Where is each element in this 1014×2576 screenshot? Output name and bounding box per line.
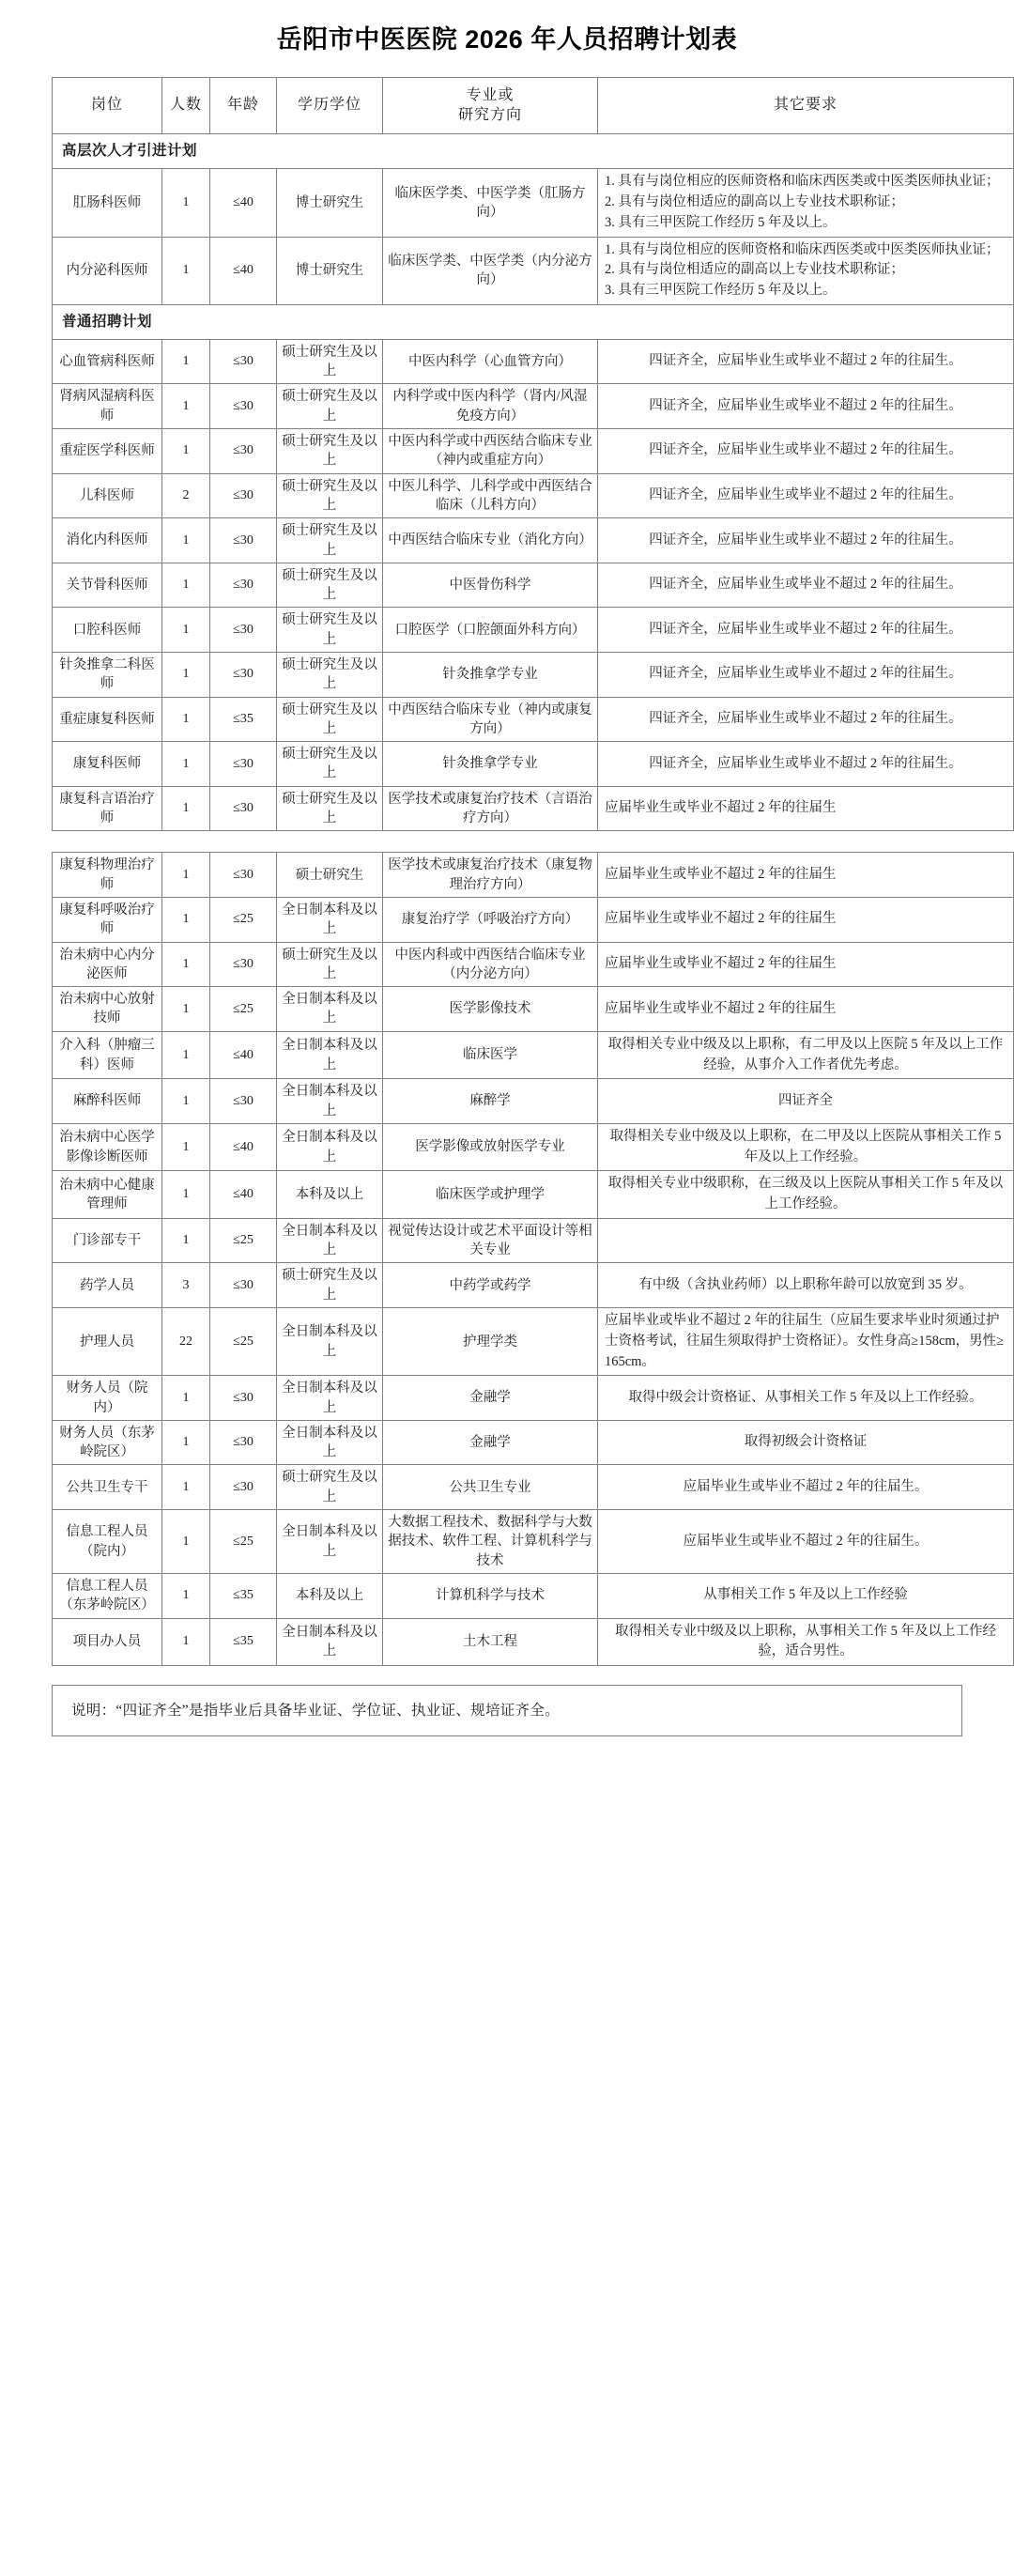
column-header-major-line2: 研究方向 (457, 106, 522, 123)
table-row (53, 697, 1014, 742)
cell-line: 3. 具有三甲医院工作经历 5 年及以上。 (605, 283, 837, 299)
cell-age: ≤30 (210, 384, 277, 429)
table-row (53, 1263, 1014, 1308)
cell-major: 内科学或中医内科学（肾内/风湿免疫方向） (383, 384, 598, 429)
cell-post: 针灸推拿二科医师 (53, 653, 162, 698)
cell-education: 硕士研究生及以上 (277, 429, 383, 474)
cell-other: 取得相关专业中级及以上职称，在二甲及以上医院从事相关工作 5 年及以上工作经验。 (598, 1123, 1014, 1171)
cell-major: 针灸推拿学专业 (383, 653, 598, 698)
cell-other: 应届毕业生或毕业不超过 2 年的往届生 (598, 987, 1014, 1032)
cell-other: 取得中级会计资格证、从事相关工作 5 年及以上工作经验。 (598, 1376, 1014, 1421)
cell-education: 全日制本科及以上 (277, 1510, 383, 1574)
cell-education: 全日制本科及以上 (277, 1123, 383, 1171)
cell-other: 应届毕业生或毕业不超过 2 年的往届生。 (598, 1465, 1014, 1510)
column-header-education: 学历学位 (277, 77, 383, 134)
cell-post: 信息工程人员（东茅岭院区） (53, 1573, 162, 1618)
cell-major: 医学技术或康复治疗技术（言语治疗方向） (383, 786, 598, 831)
cell-number: 1 (162, 1465, 210, 1510)
cell-education: 博士研究生 (277, 237, 383, 304)
cell-major: 医学技术或康复治疗技术（康复物理治疗方向） (383, 853, 598, 898)
cell-other: 四证齐全 (598, 1079, 1014, 1124)
cell-education: 硕士研究生及以上 (277, 473, 383, 518)
cell-other: 应届毕业生或毕业不超过 2 年的往届生 (598, 897, 1014, 942)
cell-major: 金融学 (383, 1420, 598, 1465)
cell-number: 1 (162, 897, 210, 942)
cell-post: 治未病中心健康管理师 (53, 1171, 162, 1219)
cell-number: 1 (162, 1573, 210, 1618)
cell-major: 临床医学 (383, 1031, 598, 1079)
cell-major: 中药学或药学 (383, 1263, 598, 1308)
cell-education: 全日制本科及以上 (277, 897, 383, 942)
cell-post: 重症医学科医师 (53, 429, 162, 474)
cell-major: 针灸推拿学专业 (383, 742, 598, 787)
cell-post: 药学人员 (53, 1263, 162, 1308)
section-header-row (53, 304, 1014, 339)
cell-education: 硕士研究生 (277, 853, 383, 898)
cell-major: 中西医结合临床专业（神内或康复方向） (383, 697, 598, 742)
cell-major: 大数据工程技术、数据科学与大数据技术、软件工程、计算机科学与技术 (383, 1510, 598, 1574)
cell-number: 1 (162, 1618, 210, 1666)
table-row (53, 1218, 1014, 1263)
table-row (53, 1618, 1014, 1666)
cell-number: 1 (162, 1420, 210, 1465)
cell-major: 医学影像技术 (383, 987, 598, 1032)
cell-education: 硕士研究生及以上 (277, 518, 383, 563)
cell-age: ≤30 (210, 518, 277, 563)
cell-post: 公共卫生专干 (53, 1465, 162, 1510)
cell-number: 1 (162, 786, 210, 831)
cell-age: ≤40 (210, 1031, 277, 1079)
cell-major: 计算机科学与技术 (383, 1573, 598, 1618)
cell-education: 本科及以上 (277, 1573, 383, 1618)
cell-age: ≤35 (210, 1618, 277, 1666)
cell-education: 全日制本科及以上 (277, 1376, 383, 1421)
cell-major: 麻醉学 (383, 1079, 598, 1124)
cell-other: 四证齐全，应届毕业生或毕业不超过 2 年的往届生。 (598, 653, 1014, 698)
cell-post: 门诊部专干 (53, 1218, 162, 1263)
cell-post: 护理人员 (53, 1308, 162, 1376)
note-box: 说明：“四证齐全”是指毕业后具备毕业证、学位证、执业证、规培证齐全。 (52, 1685, 962, 1736)
cell-post: 口腔科医师 (53, 608, 162, 653)
cell-other: 取得初级会计资格证 (598, 1420, 1014, 1465)
cell-other (598, 1218, 1014, 1263)
cell-line: 1. 具有与岗位相应的医师资格和临床西医类或中医类医师执业证； (605, 241, 1000, 257)
cell-age: ≤25 (210, 1510, 277, 1574)
cell-number: 1 (162, 518, 210, 563)
section-header-row (53, 134, 1014, 169)
cell-post: 康复科物理治疗师 (53, 853, 162, 898)
table-body (53, 134, 1014, 1666)
cell-major: 中医内科学（心血管方向） (383, 339, 598, 384)
cell-other: 应届毕业生或毕业不超过 2 年的往届生 (598, 853, 1014, 898)
cell-post: 治未病中心放射技师 (53, 987, 162, 1032)
cell-age: ≤25 (210, 897, 277, 942)
table-row (53, 853, 1014, 898)
cell-post: 康复科言语治疗师 (53, 786, 162, 831)
cell-major: 临床医学类、中医学类（内分泌方向） (383, 237, 598, 304)
cell-major: 康复治疗学（呼吸治疗方向） (383, 897, 598, 942)
cell-number: 1 (162, 237, 210, 304)
cell-age: ≤25 (210, 1308, 277, 1376)
cell-post: 儿科医师 (53, 473, 162, 518)
cell-education: 全日制本科及以上 (277, 1308, 383, 1376)
recruitment-plan-table (52, 77, 1014, 1666)
cell-age: ≤30 (210, 1079, 277, 1124)
cell-other: 四证齐全，应届毕业生或毕业不超过 2 年的往届生。 (598, 563, 1014, 608)
cell-post: 关节骨科医师 (53, 563, 162, 608)
cell-major: 护理学类 (383, 1308, 598, 1376)
cell-post: 介入科（肿瘤三科）医师 (53, 1031, 162, 1079)
cell-other: 应届毕业生或毕业不超过 2 年的往届生 (598, 786, 1014, 831)
cell-education: 全日制本科及以上 (277, 1031, 383, 1079)
cell-line: 3. 具有三甲医院工作经历 5 年及以上。 (605, 214, 837, 230)
column-header-number-label: 人数 (169, 97, 202, 114)
cell-post: 肛肠科医师 (53, 169, 162, 237)
cell-other: 取得相关专业中级及以上职称，有二甲及以上医院 5 年及以上工作经验，从事介入工作者优先考虑。 (598, 1031, 1014, 1079)
cell-other: 四证齐全，应届毕业生或毕业不超过 2 年的往届生。 (598, 473, 1014, 518)
cell-age: ≤30 (210, 429, 277, 474)
cell-age: ≤30 (210, 339, 277, 384)
table-row (53, 237, 1014, 304)
cell-major: 临床医学或护理学 (383, 1171, 598, 1219)
cell-other: 四证齐全，应届毕业生或毕业不超过 2 年的往届生。 (598, 742, 1014, 787)
cell-other (598, 237, 1014, 304)
cell-number: 1 (162, 742, 210, 787)
cell-age: ≤25 (210, 987, 277, 1032)
cell-education: 本科及以上 (277, 1171, 383, 1219)
cell-number: 1 (162, 1171, 210, 1219)
cell-number: 1 (162, 339, 210, 384)
cell-major: 口腔医学（口腔颌面外科方向） (383, 608, 598, 653)
table-row (53, 473, 1014, 518)
cell-major: 中医骨伤科学 (383, 563, 598, 608)
cell-age: ≤40 (210, 237, 277, 304)
cell-major: 金融学 (383, 1376, 598, 1421)
cell-other: 有中级（含执业药师）以上职称年龄可以放宽到 35 岁。 (598, 1263, 1014, 1308)
cell-age: ≤40 (210, 1171, 277, 1219)
cell-post: 信息工程人员（院内） (53, 1510, 162, 1574)
cell-post: 项目办人员 (53, 1618, 162, 1666)
section-header-label: 高层次人才引进计划 (53, 134, 1014, 169)
cell-age: ≤40 (210, 169, 277, 237)
cell-other: 应届毕业生或毕业不超过 2 年的往届生 (598, 942, 1014, 987)
table-row (53, 742, 1014, 787)
cell-post: 财务人员（院内） (53, 1376, 162, 1421)
page-break-gap-cell (53, 831, 1014, 853)
cell-education: 硕士研究生及以上 (277, 742, 383, 787)
cell-education: 硕士研究生及以上 (277, 697, 383, 742)
cell-major: 公共卫生专业 (383, 1465, 598, 1510)
cell-education: 硕士研究生及以上 (277, 384, 383, 429)
cell-age: ≤30 (210, 473, 277, 518)
cell-age: ≤30 (210, 742, 277, 787)
table-row (53, 1573, 1014, 1618)
cell-number: 1 (162, 563, 210, 608)
cell-post: 康复科呼吸治疗师 (53, 897, 162, 942)
cell-education: 硕士研究生及以上 (277, 653, 383, 698)
cell-line: 2. 具有与岗位相适应的副高以上专业技术职称证； (605, 194, 904, 210)
cell-major: 中医内科或中西医结合临床专业（内分泌方向） (383, 942, 598, 987)
cell-age: ≤30 (210, 653, 277, 698)
cell-other: 取得相关专业中级及以上职称，从事相关工作 5 年及以上工作经验，适合男性。 (598, 1618, 1014, 1666)
cell-education: 全日制本科及以上 (277, 1618, 383, 1666)
column-header-age: 年龄 (210, 77, 277, 134)
page-break-gap (53, 831, 1014, 853)
cell-number: 1 (162, 1079, 210, 1124)
table-header (53, 77, 1014, 134)
table-row (53, 1376, 1014, 1421)
table-row (53, 1510, 1014, 1574)
cell-age: ≤30 (210, 853, 277, 898)
table-row (53, 1308, 1014, 1376)
table-row (53, 942, 1014, 987)
cell-education: 硕士研究生及以上 (277, 942, 383, 987)
cell-line: 2. 具有与岗位相适应的副高以上专业技术职称证； (605, 262, 904, 278)
table-row (53, 563, 1014, 608)
cell-line: 1. 具有与岗位相应的医师资格和临床西医类或中医类医师执业证； (605, 174, 1000, 190)
table-row (53, 653, 1014, 698)
column-header-post: 岗位 (53, 77, 162, 134)
cell-post: 重症康复科医师 (53, 697, 162, 742)
cell-other: 应届毕业或毕业不超过 2 年的往届生（应届生要求毕业时须通过护士资格考试，往届生须取得护士资格证）。女性身高≥158cm，男性≥165cm。 (598, 1308, 1014, 1376)
cell-age: ≤30 (210, 786, 277, 831)
cell-major: 中医内科学或中西医结合临床专业（神内或重症方向） (383, 429, 598, 474)
table-row (53, 897, 1014, 942)
cell-education: 硕士研究生及以上 (277, 608, 383, 653)
cell-age: ≤35 (210, 1573, 277, 1618)
page-title: 岳阳市中医医院 2026 年人员招聘计划表 (276, 25, 738, 54)
cell-number: 22 (162, 1308, 210, 1376)
table-row (53, 429, 1014, 474)
cell-other: 四证齐全，应届毕业生或毕业不超过 2 年的往届生。 (598, 339, 1014, 384)
table-row (53, 1079, 1014, 1124)
cell-other: 四证齐全，应届毕业生或毕业不超过 2 年的往届生。 (598, 518, 1014, 563)
table-row (53, 987, 1014, 1032)
cell-number: 1 (162, 169, 210, 237)
cell-number: 1 (162, 1510, 210, 1574)
cell-education: 硕士研究生及以上 (277, 1263, 383, 1308)
cell-age: ≤30 (210, 1263, 277, 1308)
cell-age: ≤35 (210, 697, 277, 742)
cell-number: 1 (162, 697, 210, 742)
cell-post: 治未病中心医学影像诊断医师 (53, 1123, 162, 1171)
cell-post: 心血管病科医师 (53, 339, 162, 384)
cell-other: 取得相关专业中级职称，在三级及以上医院从事相关工作 5 年及以上工作经验。 (598, 1171, 1014, 1219)
cell-other (598, 169, 1014, 237)
cell-age: ≤30 (210, 942, 277, 987)
cell-major: 医学影像或放射医学专业 (383, 1123, 598, 1171)
cell-age: ≤30 (210, 1465, 277, 1510)
cell-number: 2 (162, 473, 210, 518)
cell-number: 1 (162, 853, 210, 898)
cell-other: 应届毕业生或毕业不超过 2 年的往届生。 (598, 1510, 1014, 1574)
column-header-number (162, 77, 210, 134)
cell-age: ≤25 (210, 1218, 277, 1263)
cell-other: 四证齐全，应届毕业生或毕业不超过 2 年的往届生。 (598, 608, 1014, 653)
cell-number: 1 (162, 429, 210, 474)
table-row (53, 518, 1014, 563)
cell-number: 1 (162, 608, 210, 653)
cell-post: 麻醉科医师 (53, 1079, 162, 1124)
cell-age: ≤40 (210, 1123, 277, 1171)
table-row (53, 384, 1014, 429)
cell-other: 从事相关工作 5 年及以上工作经验 (598, 1573, 1014, 1618)
cell-education: 硕士研究生及以上 (277, 339, 383, 384)
cell-number: 1 (162, 1031, 210, 1079)
cell-number: 1 (162, 384, 210, 429)
cell-age: ≤30 (210, 563, 277, 608)
cell-education: 博士研究生 (277, 169, 383, 237)
cell-number: 1 (162, 1123, 210, 1171)
cell-major: 临床医学类、中医学类（肛肠方向） (383, 169, 598, 237)
cell-number: 3 (162, 1263, 210, 1308)
table-row (53, 1031, 1014, 1079)
cell-other: 四证齐全，应届毕业生或毕业不超过 2 年的往届生。 (598, 384, 1014, 429)
cell-post: 财务人员（东茅岭院区） (53, 1420, 162, 1465)
column-header-major (383, 77, 598, 134)
cell-post: 消化内科医师 (53, 518, 162, 563)
table-row (53, 1171, 1014, 1219)
table-header-row (53, 77, 1014, 134)
cell-major: 土木工程 (383, 1618, 598, 1666)
cell-post: 肾病风湿病科医师 (53, 384, 162, 429)
cell-major: 视觉传达设计或艺术平面设计等相关专业 (383, 1218, 598, 1263)
cell-education: 全日制本科及以上 (277, 1218, 383, 1263)
column-header-other: 其它要求 (598, 77, 1014, 134)
cell-education: 全日制本科及以上 (277, 1420, 383, 1465)
cell-education: 硕士研究生及以上 (277, 1465, 383, 1510)
cell-post: 康复科医师 (53, 742, 162, 787)
cell-age: ≤30 (210, 1376, 277, 1421)
cell-major: 中医儿科学、儿科学或中西医结合临床（儿科方向） (383, 473, 598, 518)
cell-education: 硕士研究生及以上 (277, 786, 383, 831)
table-row (53, 339, 1014, 384)
cell-education: 全日制本科及以上 (277, 987, 383, 1032)
cell-other: 四证齐全，应届毕业生或毕业不超过 2 年的往届生。 (598, 697, 1014, 742)
table-row (53, 786, 1014, 831)
cell-age: ≤30 (210, 1420, 277, 1465)
column-header-major-line1: 专业或 (466, 86, 515, 103)
cell-number: 1 (162, 987, 210, 1032)
table-row (53, 608, 1014, 653)
cell-number: 1 (162, 1218, 210, 1263)
table-row (53, 1465, 1014, 1510)
table-row (53, 169, 1014, 237)
table-row (53, 1123, 1014, 1171)
table-row (53, 1420, 1014, 1465)
cell-number: 1 (162, 653, 210, 698)
section-header-label: 普通招聘计划 (53, 304, 1014, 339)
cell-major: 中西医结合临床专业（消化方向） (383, 518, 598, 563)
cell-number: 1 (162, 1376, 210, 1421)
cell-education: 全日制本科及以上 (277, 1079, 383, 1124)
cell-post: 治未病中心内分泌医师 (53, 942, 162, 987)
cell-number: 1 (162, 942, 210, 987)
cell-other: 四证齐全，应届毕业生或毕业不超过 2 年的往届生。 (598, 429, 1014, 474)
cell-age: ≤30 (210, 608, 277, 653)
cell-post: 内分泌科医师 (53, 237, 162, 304)
cell-education: 硕士研究生及以上 (277, 563, 383, 608)
